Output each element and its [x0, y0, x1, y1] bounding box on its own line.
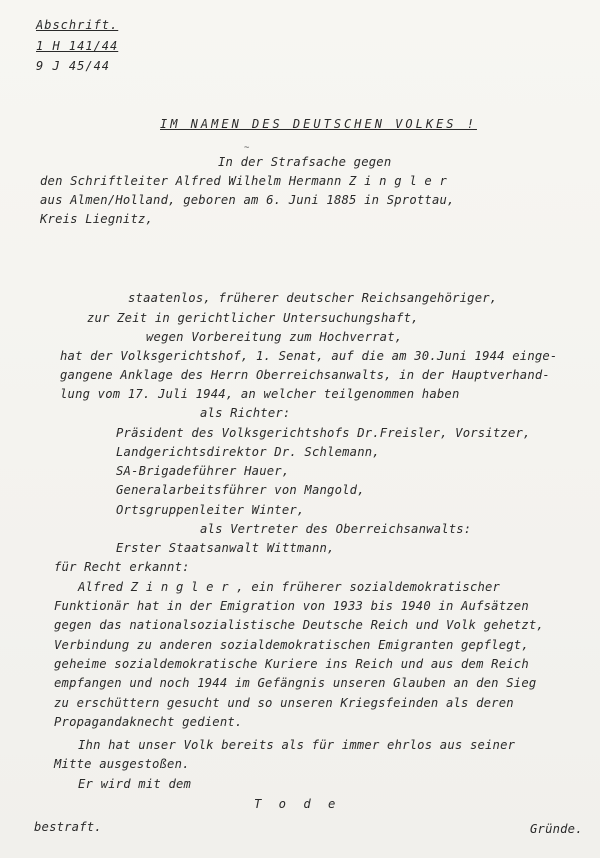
body-line-26: zu erschüttern gesucht und so unseren Kriegsfeinden als deren [54, 696, 514, 710]
ink-mark: ~ [244, 143, 250, 153]
body-line-12: Präsident des Volksgerichtshofs Dr.Freisler, Vorsitzer, [116, 426, 531, 440]
body-line-21: Funktionär hat in der Emigration von 1933 bis 1940 in Aufsätzen [54, 599, 529, 613]
body-line-25: empfangen und noch 1944 im Gefängnis unseren Glauben an den Sieg [54, 676, 537, 690]
body-line-28: Ihn hat unser Volk bereits als für immer ehrlos aus seiner [78, 738, 516, 752]
document-title: IM NAMEN DES DEUTSCHEN VOLKES ! [160, 117, 477, 131]
body-line-7: wegen Vorbereitung zum Hochverrat, [146, 330, 403, 344]
sentence-word: T o d e [254, 797, 341, 811]
reference-number-1: 1 H 141/44 [36, 39, 119, 53]
body-line-20: Alfred Z i n g l e r , ein früherer sozialdemokratischer [78, 580, 501, 594]
body-line-11: als Richter: [200, 406, 291, 420]
body-line-4: Kreis Liegnitz, [40, 212, 154, 226]
body-line-9: gangene Anklage des Herrn Oberreichsanwalts, in der Hauptverhand- [60, 368, 550, 382]
abschrift-label: Abschrift. [36, 18, 119, 32]
body-line-23: Verbindung zu anderen sozialdemokratischen Emigranten gepflegt, [54, 638, 529, 652]
body-line-8: hat der Volksgerichtshof, 1. Senat, auf die am 30.Juni 1944 einge- [60, 349, 558, 363]
reasons-heading: Gründe. [530, 822, 583, 836]
body-line-32: bestraft. [34, 820, 102, 834]
body-line-14: SA-Brigadeführer Hauer, [116, 464, 290, 478]
body-line-3: aus Almen/Holland, geboren am 6. Juni 1885 in Sprottau, [40, 193, 455, 207]
body-line-10: lung vom 17. Juli 1944, an welcher teilgenommen haben [60, 387, 460, 401]
body-line-29: Mitte ausgestoßen. [54, 757, 190, 771]
body-line-6: zur Zeit in gerichtlicher Untersuchungshaft, [87, 311, 419, 325]
body-line-5: staatenlos, früherer deutscher Reichsangehöriger, [128, 291, 498, 305]
body-line-13: Landgerichtsdirektor Dr. Schlemann, [116, 445, 380, 459]
body-line-18: Erster Staatsanwalt Wittmann, [116, 541, 335, 555]
body-line-1: In der Strafsache gegen [218, 155, 392, 169]
body-line-15: Generalarbeitsführer von Mangold, [116, 483, 365, 497]
body-line-16: Ortsgruppenleiter Winter, [116, 503, 305, 517]
body-line-2: den Schriftleiter Alfred Wilhelm Hermann Z i n g l e r [40, 174, 448, 188]
body-line-19: für Recht erkannt: [54, 560, 190, 574]
body-line-27: Propagandaknecht gedient. [54, 715, 243, 729]
body-line-22: gegen das nationalsozialistische Deutsche Reich und Volk gehetzt, [54, 618, 544, 632]
body-line-24: geheime sozialdemokratische Kuriere ins Reich und aus dem Reich [54, 657, 529, 671]
reference-number-2: 9 J 45/44 [36, 59, 111, 73]
body-line-17: als Vertreter des Oberreichsanwalts: [200, 522, 472, 536]
body-line-30: Er wird mit dem [78, 777, 192, 791]
